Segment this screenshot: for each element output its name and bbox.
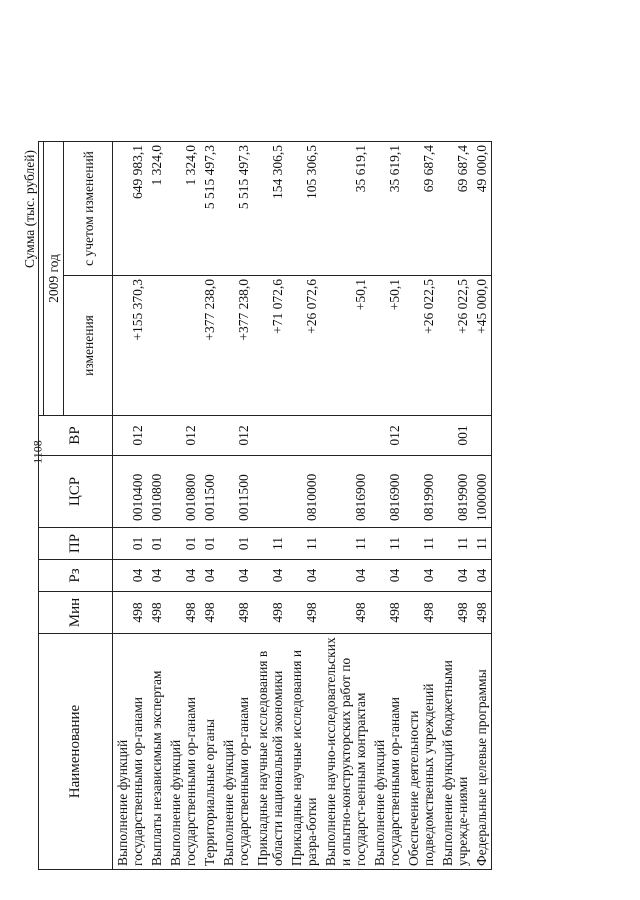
cell-rz: 04 <box>472 560 492 592</box>
sum-title: Сумма (тыс. рублей) <box>22 150 37 268</box>
cell-pr: 01 <box>113 528 148 560</box>
header-changes: изменения <box>64 276 113 416</box>
cell-min: 498 <box>370 592 404 634</box>
header-sum <box>22 142 44 416</box>
cell-rz: 04 <box>321 560 370 592</box>
cell-name: Выплаты независимым экспертам <box>147 634 166 870</box>
cell-csr: 0816900 <box>321 456 370 528</box>
cell-csr: 0010800 <box>147 456 166 528</box>
cell-rz: 04 <box>404 560 438 592</box>
cell-changes: +155 370,3 <box>113 276 148 416</box>
cell-vr: 012 <box>219 416 253 456</box>
cell-vr: 012 <box>370 416 404 456</box>
cell-name: Прикладные научные исследования и разра-ботки <box>287 634 321 870</box>
cell-total: 5 515 497,3 <box>200 142 219 276</box>
header-csr: ЦСР <box>39 456 113 528</box>
table-row <box>404 142 438 870</box>
cell-changes: +377 238,0 <box>200 276 219 416</box>
table-row <box>438 142 472 870</box>
cell-min: 498 <box>253 592 287 634</box>
cell-vr <box>321 416 370 456</box>
cell-pr: 11 <box>253 528 287 560</box>
budget-table <box>22 141 492 870</box>
cell-total: 1 324,0 <box>147 142 166 276</box>
cell-min: 498 <box>438 592 472 634</box>
cell-total: 35 619,1 <box>321 142 370 276</box>
cell-pr: 11 <box>321 528 370 560</box>
cell-rz: 04 <box>166 560 200 592</box>
header-name: Наименование <box>39 634 113 870</box>
cell-changes: +26 022,5 <box>404 276 438 416</box>
cell-min: 498 <box>113 592 148 634</box>
cell-vr <box>404 416 438 456</box>
cell-name: Выполнение функций государственными ор-ганами <box>166 634 200 870</box>
table-row <box>200 142 219 870</box>
cell-pr: 01 <box>219 528 253 560</box>
cell-changes <box>147 276 166 416</box>
cell-rz: 04 <box>113 560 148 592</box>
table-wrapper <box>22 30 492 870</box>
cell-csr: 0010800 <box>166 456 200 528</box>
table-row <box>287 142 321 870</box>
cell-total: 49 000,0 <box>472 142 492 276</box>
header-year: 2009 год <box>44 142 64 416</box>
header-pr: ПР <box>39 528 113 560</box>
cell-pr: 01 <box>166 528 200 560</box>
rotated-page <box>20 30 620 870</box>
cell-vr <box>147 416 166 456</box>
cell-rz: 04 <box>200 560 219 592</box>
table-body <box>113 142 492 870</box>
cell-rz: 04 <box>147 560 166 592</box>
cell-pr: 01 <box>200 528 219 560</box>
cell-rz: 04 <box>370 560 404 592</box>
cell-name: Выполнение функций государственными ор-ганами <box>370 634 404 870</box>
cell-changes: +45 000,0 <box>472 276 492 416</box>
cell-csr: 0011500 <box>200 456 219 528</box>
cell-changes: +26 022,5 <box>438 276 472 416</box>
table-row <box>147 142 166 870</box>
cell-csr: 0819900 <box>404 456 438 528</box>
cell-name: Федеральные целевые программы <box>472 634 492 870</box>
cell-min: 498 <box>219 592 253 634</box>
cell-pr: 11 <box>472 528 492 560</box>
cell-changes: +377 238,0 <box>219 276 253 416</box>
cell-vr <box>200 416 219 456</box>
header-rz: Рз <box>39 560 113 592</box>
cell-name: Прикладные научные исследования в области национальной экономики <box>253 634 287 870</box>
cell-min: 498 <box>166 592 200 634</box>
cell-total: 154 306,5 <box>253 142 287 276</box>
cell-min: 498 <box>472 592 492 634</box>
cell-csr: 0810000 <box>287 456 321 528</box>
cell-rz: 04 <box>219 560 253 592</box>
cell-vr <box>472 416 492 456</box>
cell-name: Обеспечение деятельности подведомственных учреждений <box>404 634 438 870</box>
cell-vr <box>287 416 321 456</box>
cell-min: 498 <box>404 592 438 634</box>
cell-total: 105 306,5 <box>287 142 321 276</box>
cell-csr: 1000000 <box>472 456 492 528</box>
cell-name: Выполнение функций государственными ор-ганами <box>113 634 148 870</box>
cell-rz: 04 <box>253 560 287 592</box>
cell-changes <box>166 276 200 416</box>
cell-total: 1 324,0 <box>166 142 200 276</box>
table-row <box>472 142 492 870</box>
cell-pr: 11 <box>404 528 438 560</box>
cell-total: 649 983,1 <box>113 142 148 276</box>
cell-rz: 04 <box>438 560 472 592</box>
cell-csr: 0010400 <box>113 456 148 528</box>
cell-changes: +26 072,6 <box>287 276 321 416</box>
table-row <box>253 142 287 870</box>
cell-total: 69 687,4 <box>438 142 472 276</box>
cell-csr: 0816900 <box>370 456 404 528</box>
cell-vr <box>253 416 287 456</box>
cell-name: Выполнение функций государственными ор-ганами <box>219 634 253 870</box>
cell-name: Выполнение научно-исследовательских и опытно-конструкторских работ по государст-венным контрактам <box>321 634 370 870</box>
cell-name: Территориальные органы <box>200 634 219 870</box>
table-row <box>113 142 148 870</box>
cell-total: 5 515 497,3 <box>219 142 253 276</box>
cell-pr: 11 <box>438 528 472 560</box>
cell-rz: 04 <box>287 560 321 592</box>
cell-vr: 012 <box>166 416 200 456</box>
table-row <box>219 142 253 870</box>
cell-csr: 0819900 <box>438 456 472 528</box>
cell-vr: 012 <box>113 416 148 456</box>
cell-min: 498 <box>147 592 166 634</box>
cell-changes: +50,1 <box>321 276 370 416</box>
cell-pr: 11 <box>287 528 321 560</box>
table-row <box>370 142 404 870</box>
table-row <box>166 142 200 870</box>
page-number: 1108 <box>30 440 45 464</box>
cell-vr: 001 <box>438 416 472 456</box>
table-row <box>321 142 370 870</box>
cell-csr <box>253 456 287 528</box>
cell-total: 69 687,4 <box>404 142 438 276</box>
cell-pr: 01 <box>147 528 166 560</box>
cell-min: 498 <box>321 592 370 634</box>
cell-name: Выполнение функций бюджетными учрежде-ниями <box>438 634 472 870</box>
cell-pr: 11 <box>370 528 404 560</box>
header-vr: ВР <box>39 416 113 456</box>
cell-changes: +50,1 <box>370 276 404 416</box>
cell-changes: +71 072,6 <box>253 276 287 416</box>
cell-total: 35 619,1 <box>370 142 404 276</box>
header-min: Мин <box>39 592 113 634</box>
cell-csr: 0011500 <box>219 456 253 528</box>
cell-min: 498 <box>200 592 219 634</box>
header-with-changes: с учетом изменений <box>64 142 113 276</box>
cell-min: 498 <box>287 592 321 634</box>
